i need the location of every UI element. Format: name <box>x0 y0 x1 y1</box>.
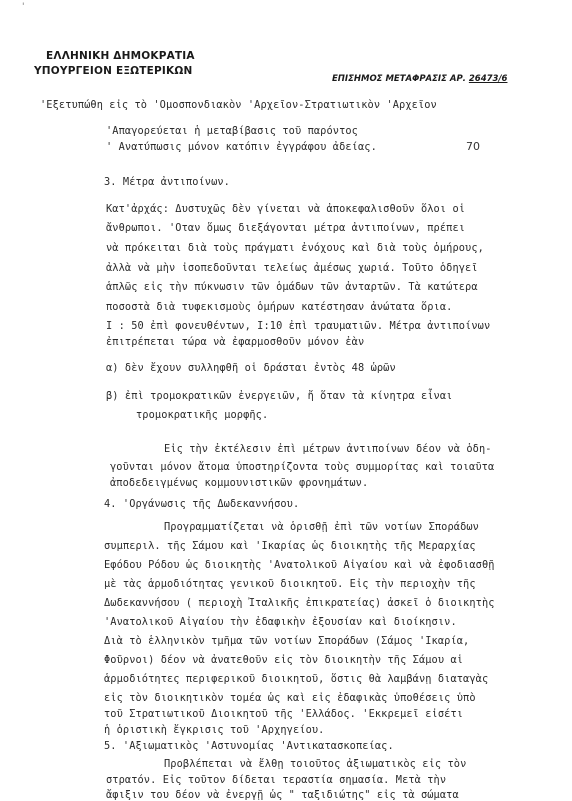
body-line: νὰ πρόκειται διὰ τοὺς πράγματι ἐνόχους καὶ διὰ τοὺς ὁμήρους, <box>106 242 484 254</box>
archive-stamp-line: ' Ανατύπωσις μόνον κατόπιν ἐγγράφου ἀδείας. <box>106 141 377 153</box>
letterhead-republic: ΕΛΛΗΝΙΚΗ ΔΗΜΟΚΡΑΤΙΑ <box>46 50 195 62</box>
body-line: ἐπιτρέπεται τώρα νὰ ἐφαρμοσθοῦν μόνον ἐὰν <box>106 336 365 348</box>
section-heading: 5. 'Αξιωματικὸς 'Αστυνομίας 'Αντικατασκοπείας. <box>104 740 394 752</box>
list-item: α) δὲν ἔχουν συλληφθῆ οἱ δράσται ἐντὸς 48 ὡρῶν <box>106 362 396 374</box>
body-line: ἄφιξιν του δέον νὰ ἐνεργῇ ὡς " ταξιδιώτης" εἰς τὰ σώματα <box>106 789 459 801</box>
body-line: γοῦνται μόνον ἄτομα ὑποστηρίζοντα τοὺς συμμορίτας καὶ τοιαῦτα <box>110 461 495 473</box>
section-heading: 3. Μέτρα ἀντιποίνων. <box>104 176 230 188</box>
body-line: ἄνθρωποι. 'Οταν ὅμως διεξάγονται μέτρα ἀντιποίνων, πρέπει <box>106 222 466 234</box>
body-line: στρατόν. Εἰς τοῦτον δίδεται τεραστία σημασία. Μετὰ τὴν <box>106 774 447 786</box>
body-line: ἁρμοδιότητες περιφερικοῦ διοικητοῦ, ὅστις θὰ λαμβάνῃ διαταγὰς <box>104 673 489 685</box>
body-line: Κατ'ἀρχάς: Δυστυχῶς δὲν γίνεται νὰ ἀποκεφαλισθοῦν ὅλοι οἱ <box>106 203 466 215</box>
body-line: ἁπλῶς εἰς τὴν πύκνωσιν τῶν ὁμάδων τῶν ἀνταρτῶν. Τὰ κατώτερα <box>106 281 478 293</box>
official-translation-number: 26473/6 <box>468 74 508 84</box>
body-line: Προβλέπεται νὰ ἔλθῃ τοιοῦτος ἀξιωματικὸς εἰς τὸν <box>164 758 467 770</box>
body-line: 'Ανατολικοῦ Αἰγαίου τὴν ἐδαφικὴν ἐξουσίαν καὶ διοίκησιν. <box>104 616 457 628</box>
body-line: ἡ ὁριστικὴ ἔγκρισις τοῦ 'Αρχηγείου. <box>104 724 325 736</box>
section-heading: 4. 'Οργάνωσις τῆς Δωδεκαννήσου. <box>104 498 300 510</box>
archive-stamp-line: 'Εξετυπώθη εἰς τὸ 'Ομοσπονδιακὸν 'Αρχεῖον-Στρατιωτικὸν 'Αρχεῖον <box>40 99 437 111</box>
body-line: εἰς τὸν διοικητικὸν τομέα ὡς καὶ εἰς ἐδαφικὰς ὑποθέσεις ὑπὸ <box>104 692 476 704</box>
archive-stamp-line: 'Απαγορεύεται ἡ μεταβίβασις τοῦ παρόντος <box>106 125 358 137</box>
body-line: Εἰς τὴν ἐκτέλεσιν ἐπὶ μέτρων ἀντιποίνων δέον νὰ ὁδη- <box>164 443 492 455</box>
page-number: 70 <box>466 140 480 153</box>
body-line: ἀποδεδειγμένως κομμουνιστικῶν φρονημάτων. <box>110 477 369 489</box>
list-item: τρομοκρατικῆς μορφῆς. <box>136 409 269 421</box>
body-line: Διὰ τὸ ἑλληνικὸν τμῆμα τῶν νοτίων Σποράδων (Σάμος 'Ικαρία, <box>104 635 470 647</box>
body-line: ποσοστὰ διὰ τυφεκισμοὺς ὁμήρων κατέστησαν ἀνώτατα ὅρια. <box>106 301 453 313</box>
corner-mark: ' <box>22 2 25 12</box>
body-line: μὲ τὰς ἁρμοδιότητας γενικοῦ διοικητοῦ. Εἰς τὴν περιοχὴν τῆς <box>104 578 476 590</box>
body-line: Ι : 50 ἐπὶ φονευθέντων, Ι:10 ἐπὶ τραυματιῶν. Μέτρα ἀντιποίνων <box>106 320 491 332</box>
body-line: Προγραμματίζεται νὰ ὁρισθῇ ἐπὶ τῶν νοτίων Σποράδων <box>164 521 479 533</box>
body-line: Εφόδου Ρόδου ὡς διοικητὴς 'Ανατολικοῦ Αἰγαίου καὶ νὰ ἐφοδιασθῇ <box>104 559 495 571</box>
body-line: τοῦ Στρατιωτικοῦ Διοικητοῦ τῆς 'Ελλάδος. 'Εκκρεμεῖ εἰσέτι <box>104 708 464 720</box>
body-line: συμπεριλ. τῆς Σάμου καὶ 'Ικαρίας ὡς διοικητὴς τῆς Μεραρχίας <box>104 540 476 552</box>
official-translation-stamp <box>332 74 507 84</box>
body-line: Δωδεκαννήσου ( περιοχὴ Ἰταλικῆς ἐπικρατείας) ἀσκεῖ ὁ διοικητὴς <box>104 597 495 609</box>
body-line: Φοῦρνοι) δέον νὰ ἀνατεθοῦν εἰς τὸν διοικητὴν τῆς Σάμου αἱ <box>104 654 464 666</box>
letterhead-ministry: ΥΠΟΥΡΓΕΙΟΝ ΕΞΩΤΕΡΙΚΩΝ <box>34 65 193 77</box>
official-translation-label: ΕΠΙΣΗΜΟΣ ΜΕΤΑΦΡΑΣΙΣ ΑΡ. <box>332 74 466 84</box>
body-line: ἀλλὰ νὰ μὴν ἰσοπεδοῦνται τελείως ἀμέσως χωριά. Τοῦτο ὁδηγεῖ <box>106 262 478 274</box>
list-item: β) ἐπὶ τρομοκρατικῶν ἐνεργειῶν, ἤ ὅταν τὰ κίνητρα εἶναι <box>106 390 453 402</box>
